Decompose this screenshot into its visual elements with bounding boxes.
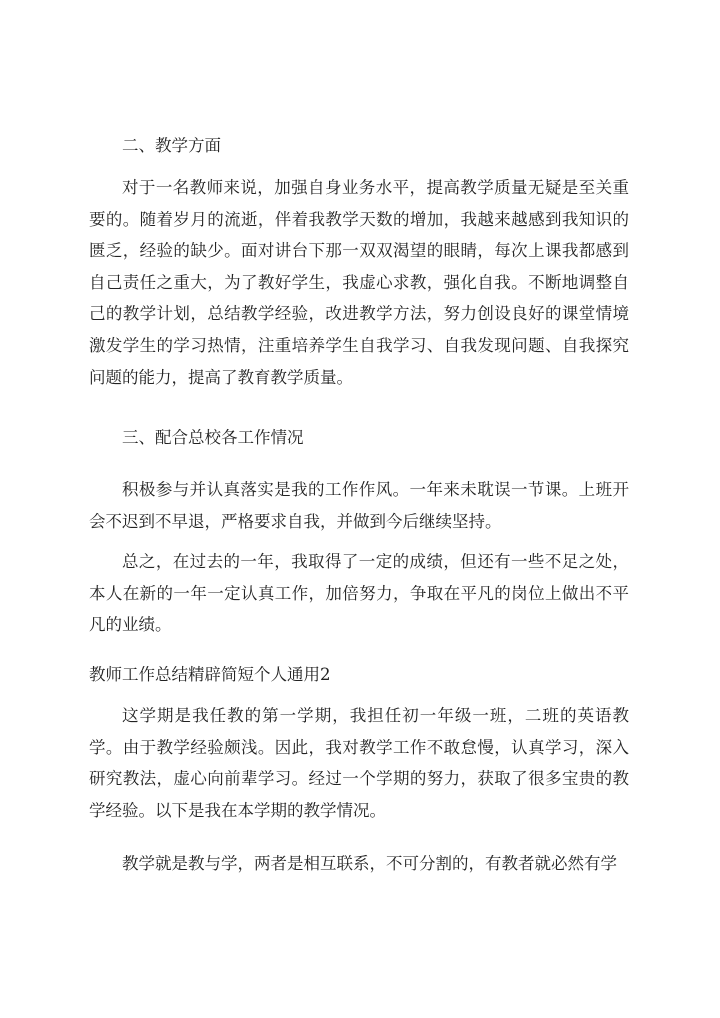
paragraph-summary: 总之，在过去的一年，我取得了一定的成绩，但还有一些不足之处，本人在新的一年一定认真工作，加倍努力，争取在平凡的岗位上做出不平凡的业绩。 xyxy=(89,552,629,635)
paragraph-cooperation: 积极参与并认真落实是我的工作作风。一年来未耽误一节课。上班开会不迟到不早退，严格要求自我，并做到今后继续坚持。 xyxy=(89,480,629,531)
section-heading-cooperation: 三、配合总校各工作情况 xyxy=(122,428,304,447)
article-title: 教师工作总结精辟简短个人通用2 xyxy=(89,665,331,684)
paragraph-intro: 这学期是我任教的第一学期，我担任初一年级一班，二班的英语教学。由于教学经验颇浅。因此，我对教学工作不敢怠慢，认真学习，深入研究教法，虚心向前辈学习。经过一个学期的努力，获取了很多宝贵的教学经验。以下是我在本学期的教学情况。 xyxy=(89,706,629,820)
section-heading-teaching: 二、教学方面 xyxy=(122,136,221,155)
paragraph-teaching: 对于一名教师来说，加强自身业务水平，提高教学质量无疑是至关重要的。随着岁月的流逝，伴着我教学天数的增加，我越来越感到我知识的匮乏，经验的缺少。面对讲台下那一双双渴望的眼睛，每次上课我都感到自己责任之重大，为了教好学生，我虚心求教，强化自我。不断地调整自己的教学计划，总结教学经验，改进教学方法，努力创设良好的课堂情境激发学生的学习热情，注重培养学生自我学习、自我发现问题、自我探究问题的能力，提高了教育教学质量。 xyxy=(89,178,629,387)
paragraph-teaching-learning: 教学就是教与学，两者是相互联系，不可分割的，有教者就必然有学 xyxy=(122,854,617,873)
